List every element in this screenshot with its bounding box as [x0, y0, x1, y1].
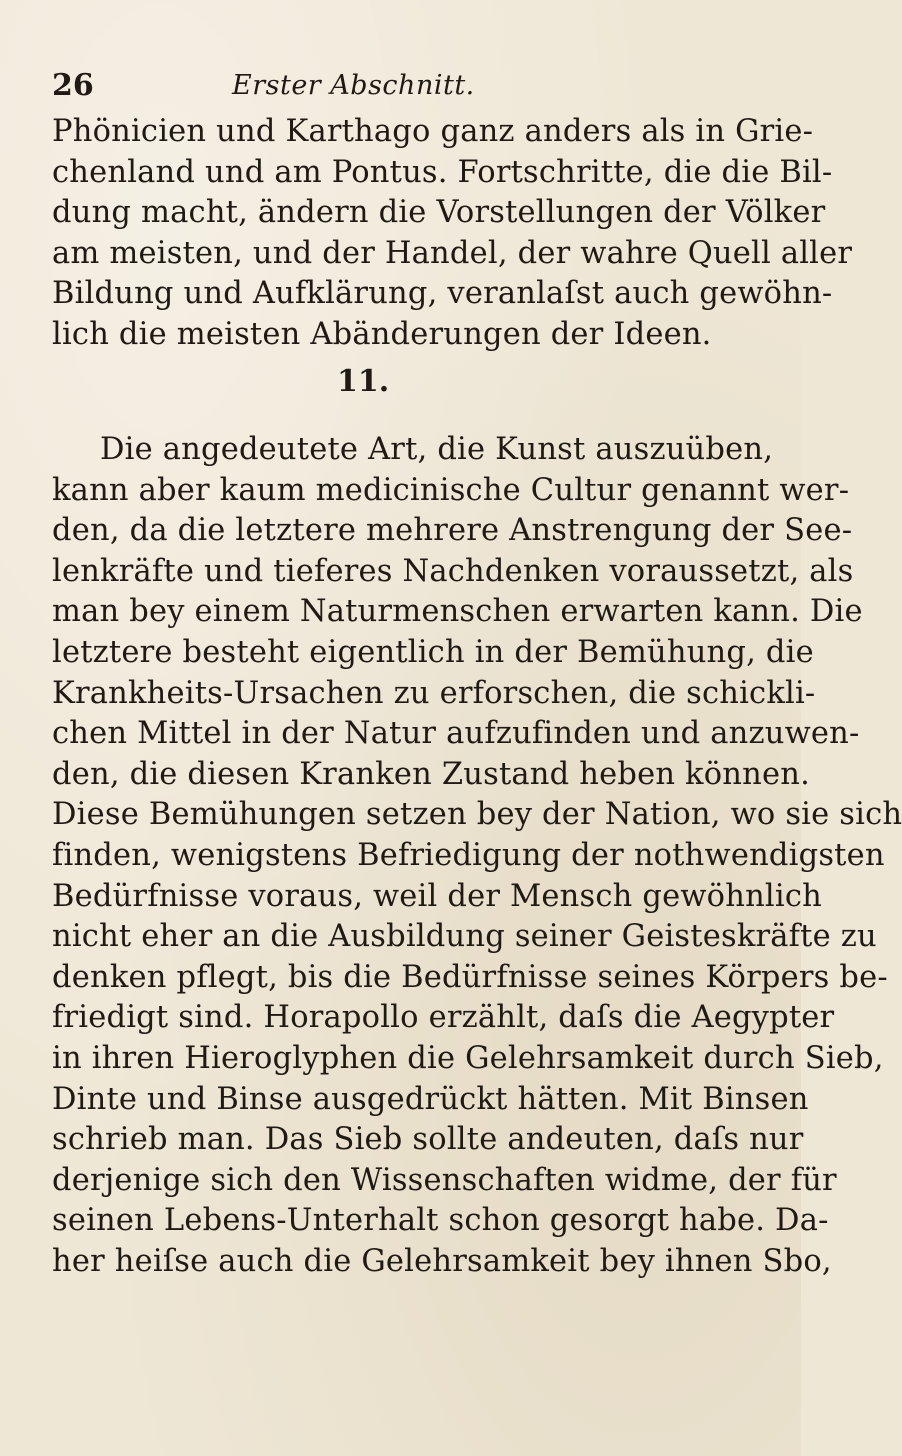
paragraph-2	[52, 430, 902, 1282]
text-line: seinen Lebens-Unterhalt schon gesorgt habe. Da-	[52, 1203, 829, 1239]
text-line: derjenige sich den Wissenschaften widme, der für	[52, 1162, 837, 1198]
section-title: Erster Abschnitt.	[232, 70, 475, 101]
text-line: chenland und am Pontus. Fortschritte, die die Bil-	[52, 154, 833, 190]
text-line: kann aber kaum medicinische Cultur genannt wer-	[52, 472, 850, 508]
text-line: denken pflegt, bis die Bedürfnisse seines Körpers be-	[52, 959, 888, 995]
text-line: nicht eher an die Ausbildung seiner Geisteskräfte zu	[52, 919, 877, 955]
running-head	[52, 68, 761, 108]
section-number: 11.	[337, 364, 390, 399]
text-line: Krankheits-Ursachen zu erforschen, die schickli-	[52, 675, 816, 711]
text-line: man bey einem Naturmenschen erwarten kann. Die	[52, 594, 863, 630]
text-line: Die angedeutete Art, die Kunst auszuüben,	[100, 432, 774, 467]
text-line: Diese Bemühungen setzen bey der Nation, wo sie sich	[52, 797, 902, 833]
text-line: den, die diesen Kranken Zustand heben können.	[52, 756, 810, 792]
paragraph-1	[52, 112, 853, 356]
text-line: lich die meisten Abänderungen der Ideen.	[52, 316, 712, 352]
page-number: 26	[52, 68, 94, 103]
text-line: Bildung und Aufklärung, veranlaſst auch gewöhn-	[52, 276, 833, 312]
text-line: schrieb man. Das Sieb sollte andeuten, daſs nur	[52, 1122, 804, 1158]
text-line: Dinte und Binse ausgedrückt hätten. Mit Binsen	[52, 1081, 809, 1117]
text-line: Bedürfnisse voraus, weil der Mensch gewöhnlich	[52, 878, 822, 914]
text-line: Phönicien und Karthago ganz anders als in Grie-	[52, 114, 814, 149]
text-line: in ihren Hieroglyphen die Gelehrsamkeit durch Sieb,	[52, 1040, 884, 1076]
text-line: lenkräfte und tieferes Nachdenken voraussetzt, als	[52, 553, 854, 589]
text-line: dung macht, ändern die Vorstellungen der Völker	[52, 195, 826, 231]
text-line: chen Mittel in der Natur aufzufinden und anzuwen-	[52, 716, 860, 752]
text-line: her heiſse auch die Gelehrsamkeit bey ihnen Sbo,	[52, 1243, 832, 1279]
text-line: den, da die letztere mehrere Anstrengung der See-	[52, 513, 853, 549]
text-line: letztere besteht eigentlich in der Bemühung, die	[52, 634, 814, 670]
text-line: friedigt sind. Horapollo erzählt, daſs die Aegypter	[52, 1000, 835, 1036]
text-line: am meisten, und der Handel, der wahre Quell aller	[52, 235, 853, 271]
text-line: finden, wenigstens Befriedigung der nothwendigsten	[52, 837, 885, 873]
